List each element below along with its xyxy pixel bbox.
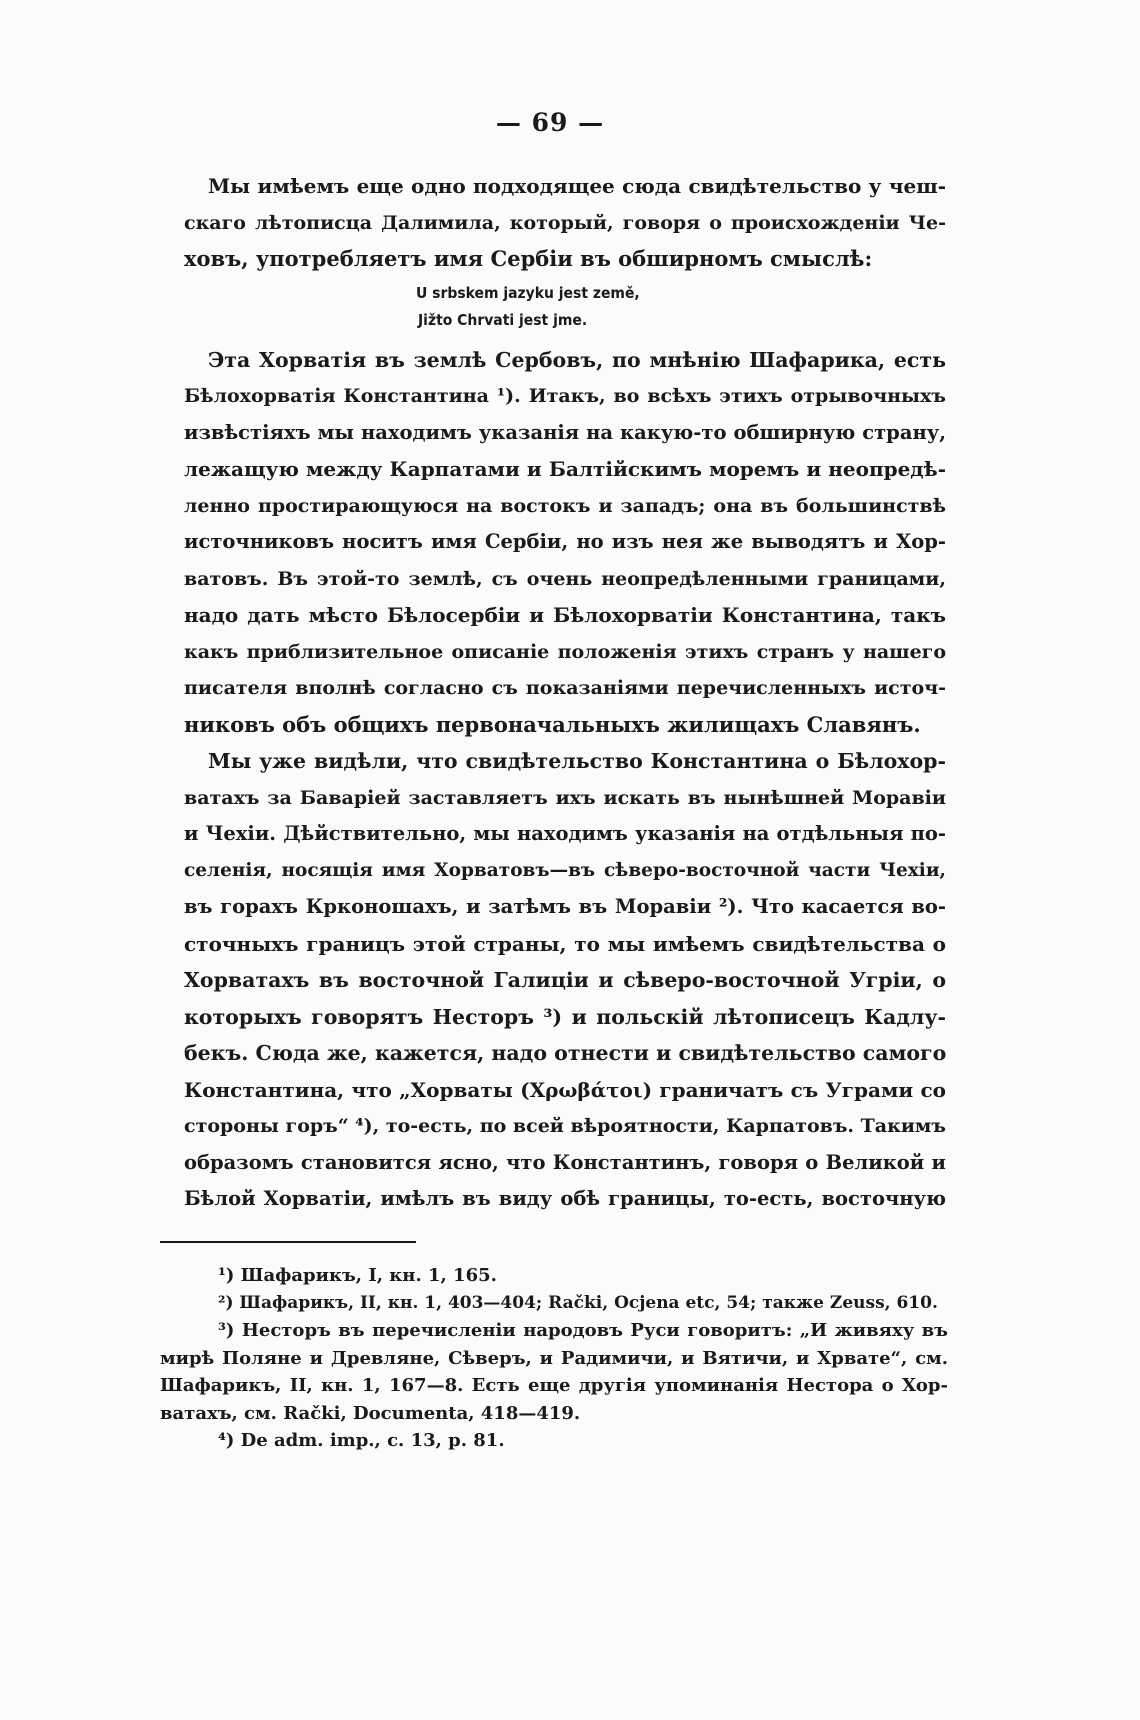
text-line: ленно простирающуюся на востокъ и западъ; она въ большинствѣ	[184, 494, 946, 517]
paragraph-1	[184, 168, 946, 278]
text-line: селенія, носящія имя Хорватовъ—въ сѣверо-восточной части Чехіи,	[184, 859, 946, 881]
text-line: Бѣлой Хорватіи, имѣлъ въ виду обѣ границы, то-есть, восточную	[184, 1187, 946, 1210]
text-line: скаго лѣтописца Далимила, который, говоря о происхожденіи Че-	[184, 211, 946, 234]
text-line: стороны горъ“ ⁴), то-есть, по всей вѣроятности, Карпатовъ. Такимъ	[184, 1115, 946, 1137]
text-line: Бѣлохорватія Константина ¹). Итакъ, во всѣхъ этихъ отрывочныхъ	[184, 385, 946, 407]
page-number: — 69 —	[495, 108, 605, 137]
footnote-line: ¹) Шафарикъ, I, кн. 1, 165.	[218, 1265, 497, 1286]
footnote-1	[160, 1262, 948, 1290]
footnote-line: ⁴) De adm. imp., c. 13, p. 81.	[218, 1430, 505, 1451]
footnote-line: ²) Шафарикъ, II, кн. 1, 403—404; Rački, Ocjena etc, 54; также Zeuss, 610.	[218, 1292, 938, 1313]
verse-line: Jižto Chrvati jest jme.	[418, 310, 588, 329]
text-line: Мы имѣемъ еще одно подходящее сюда свидѣтельство у чеш-	[208, 174, 946, 198]
verse-quote	[184, 280, 946, 334]
footnotes	[160, 1262, 948, 1455]
text-line: и Чехіи. Дѣйствительно, мы находимъ указанія на отдѣльныя по-	[184, 822, 946, 845]
text-line: ховъ, употребляетъ имя Сербіи въ обширномъ смыслѣ:	[184, 246, 873, 271]
footnote-3	[160, 1317, 948, 1427]
footnote-4	[160, 1427, 948, 1455]
paragraph-2	[184, 342, 946, 744]
text-line: лежащую между Карпатами и Балтійскимъ моремъ и неопредѣ-	[184, 457, 946, 481]
text-line: которыхъ говорятъ Несторъ ³) и польскій лѣтописецъ Кадлу-	[184, 1004, 946, 1029]
text-line: сточныхъ границъ этой страны, то мы имѣемъ свидѣтельства о	[184, 931, 946, 956]
text-line: Мы уже видѣли, что свидѣтельство Константина о Бѣлохор-	[208, 749, 946, 773]
footnote-separator	[160, 1241, 416, 1243]
verse-line: U srbskem jazyku jest země,	[416, 283, 640, 302]
text-line: Эта Хорватія въ землѣ Сербовъ, по мнѣнію Шафарика, есть	[208, 347, 946, 372]
text-line: какъ приблизительное описаніе положенія этихъ странъ у нашего	[184, 640, 946, 663]
footnote-2	[160, 1290, 948, 1318]
text-line: ватахъ за Баваріей заставляетъ ихъ искать въ нынѣшней Моравіи	[184, 786, 946, 809]
text-line: Хорватахъ въ восточной Галиціи и сѣверо-восточной Угріи, о	[184, 968, 946, 992]
text-line: образомъ становится ясно, что Константинъ, говоря о Великой и	[184, 1150, 946, 1174]
text-line: ватовъ. Въ этой-то землѣ, съ очень неопредѣленными границами,	[184, 567, 946, 590]
text-line: Константина, что „Хорваты (Χρωβάτοι) граничатъ съ Уграми со	[184, 1077, 946, 1102]
footnote-line: ³) Несторъ въ перечисленіи народовъ Руси говоритъ: „И живяху въ	[218, 1320, 948, 1341]
footnote-line: Шафарикъ, II, кн. 1, 167—8. Есть еще другія упоминанія Нестора о Хор-	[160, 1375, 948, 1396]
footnote-line: мирѣ Поляне и Древляне, Сѣверъ, и Радимичи, и Вятичи, и Хрвате“, см.	[160, 1347, 948, 1369]
paragraph-3	[184, 743, 946, 1218]
main-text	[184, 168, 946, 1218]
text-line: никовъ объ общихъ первоначальныхъ жилищахъ Славянъ.	[184, 711, 921, 737]
text-line: писателя вполнѣ согласно съ показаніями перечисленныхъ источ-	[184, 677, 946, 699]
text-line: надо дать мѣсто Бѣлосербіи и Бѣлохорватіи Константина, такъ	[184, 603, 946, 627]
footnote-line: ватахъ, см. Rački, Documenta, 418—419.	[160, 1402, 581, 1424]
text-line: извѣстіяхъ мы находимъ указанія на какую-то обширную страну,	[184, 420, 946, 444]
text-line: источниковъ носитъ имя Сербіи, но изъ нея же выводятъ и Хор-	[184, 530, 946, 553]
text-line: бекъ. Сюда же, кажется, надо отнести и свидѣтельство самого	[184, 1041, 947, 1065]
text-line: въ горахъ Крконошахъ, и затѣмъ въ Моравіи ²). Что касается во-	[184, 895, 946, 918]
